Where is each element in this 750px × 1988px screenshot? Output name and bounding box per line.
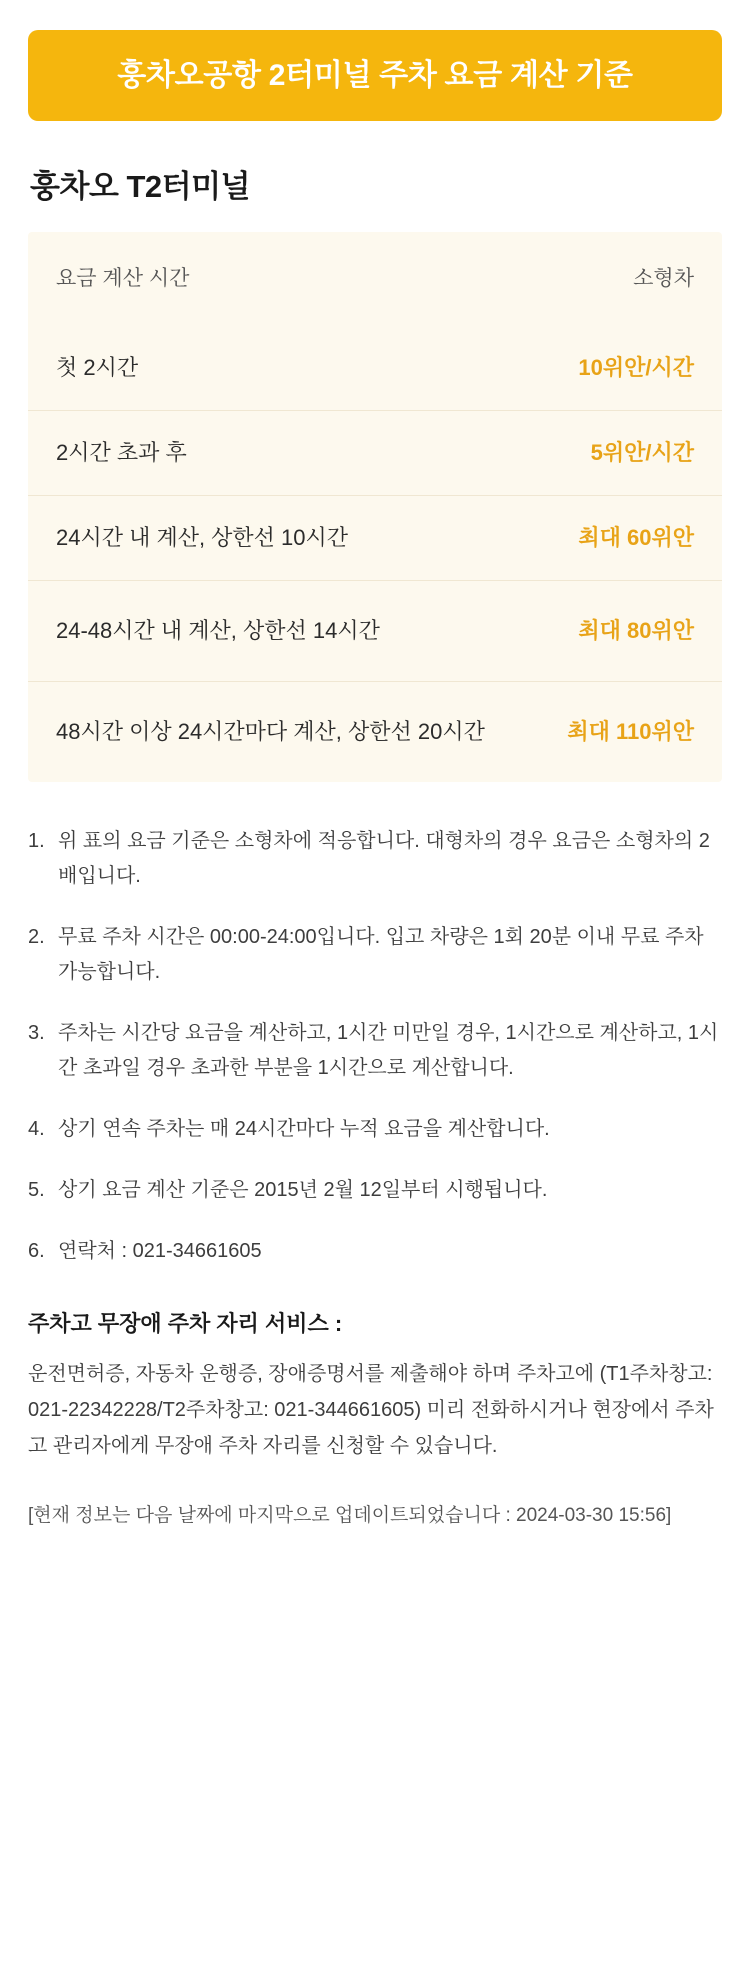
table-row — [28, 496, 722, 581]
row-label: 48시간 이상 24시간마다 계산, 상한선 20시간 — [56, 719, 485, 744]
accessible-parking-title: 주차고 무장애 주차 자리 서비스 : — [28, 1310, 343, 1336]
notes-list — [28, 824, 722, 1269]
list-item — [28, 1173, 722, 1208]
note-number: 2. — [28, 925, 45, 948]
column-header-small-car: 소형차 — [633, 267, 694, 290]
note-text: 무료 주차 시간은 00:00-24:00입니다. 입고 차량은 1회 20분 이내 무료 주차 가능합니다. — [58, 925, 704, 983]
table-row — [28, 682, 722, 782]
list-item — [28, 1016, 722, 1086]
row-label: 24-48시간 내 계산, 상한선 14시간 — [56, 618, 380, 644]
page-title: 훙차오 T2터미널 — [30, 169, 250, 204]
note-text: 상기 연속 주차는 매 24시간마다 누적 요금을 계산합니다. — [58, 1117, 550, 1140]
row-value: 5위안/시간 — [590, 440, 694, 466]
note-text: 위 표의 요금 기준은 소형차에 적응합니다. 대형차의 경우 요금은 소형차의 2배입니다. — [58, 829, 710, 887]
row-value: 10위안/시간 — [578, 355, 694, 381]
row-value: 최대 110위안 — [567, 719, 694, 744]
row-value: 최대 80위안 — [578, 618, 694, 644]
banner-title: 훙차오공항 2터미널 주차 요금 계산 기준 — [117, 59, 633, 92]
table-row — [28, 326, 722, 410]
last-updated-note: [현재 정보는 다음 날짜에 마지막으로 업데이트되었습니다 : 2024-03-30 15:56] — [28, 1504, 672, 1526]
table-row — [28, 581, 722, 682]
row-label: 2시간 초과 후 — [56, 440, 187, 466]
list-item — [28, 920, 722, 990]
note-number: 3. — [28, 1021, 45, 1044]
page-banner — [28, 30, 722, 121]
table-header-row — [28, 232, 722, 326]
note-number: 6. — [28, 1239, 45, 1262]
column-header-time: 요금 계산 시간 — [56, 267, 190, 290]
note-number: 4. — [28, 1117, 45, 1140]
table-header — [28, 232, 722, 326]
note-text: 연락처 : 021-34661605 — [58, 1239, 262, 1262]
note-number: 1. — [28, 829, 45, 852]
accessible-parking-body: 운전면허증, 자동차 운행증, 장애증명서를 제출해야 하며 주차고에 (T1주차창고: 021-22342228/T2주차창고: 021-344661605) 미리 전화하시거나 현장에서 주차고 관리자에게 무장애 주차 자리를 신청할 수 있습니다. — [28, 1362, 714, 1457]
list-item — [28, 1234, 722, 1269]
parking-fee-table — [28, 232, 722, 782]
table-row — [28, 411, 722, 496]
list-item — [28, 1112, 722, 1147]
note-text: 상기 요금 계산 기준은 2015년 2월 12일부터 시행됩니다. — [58, 1178, 548, 1201]
note-text: 주차는 시간당 요금을 계산하고, 1시간 미만일 경우, 1시간으로 계산하고, 1시간 초과일 경우 초과한 부분을 1시간으로 계산합니다. — [58, 1021, 719, 1079]
row-label: 첫 2시간 — [56, 355, 139, 381]
list-item — [28, 824, 722, 894]
row-value: 최대 60위안 — [578, 525, 694, 551]
note-number: 5. — [28, 1178, 45, 1201]
row-label: 24시간 내 계산, 상한선 10시간 — [56, 525, 349, 551]
table-body — [28, 326, 722, 781]
